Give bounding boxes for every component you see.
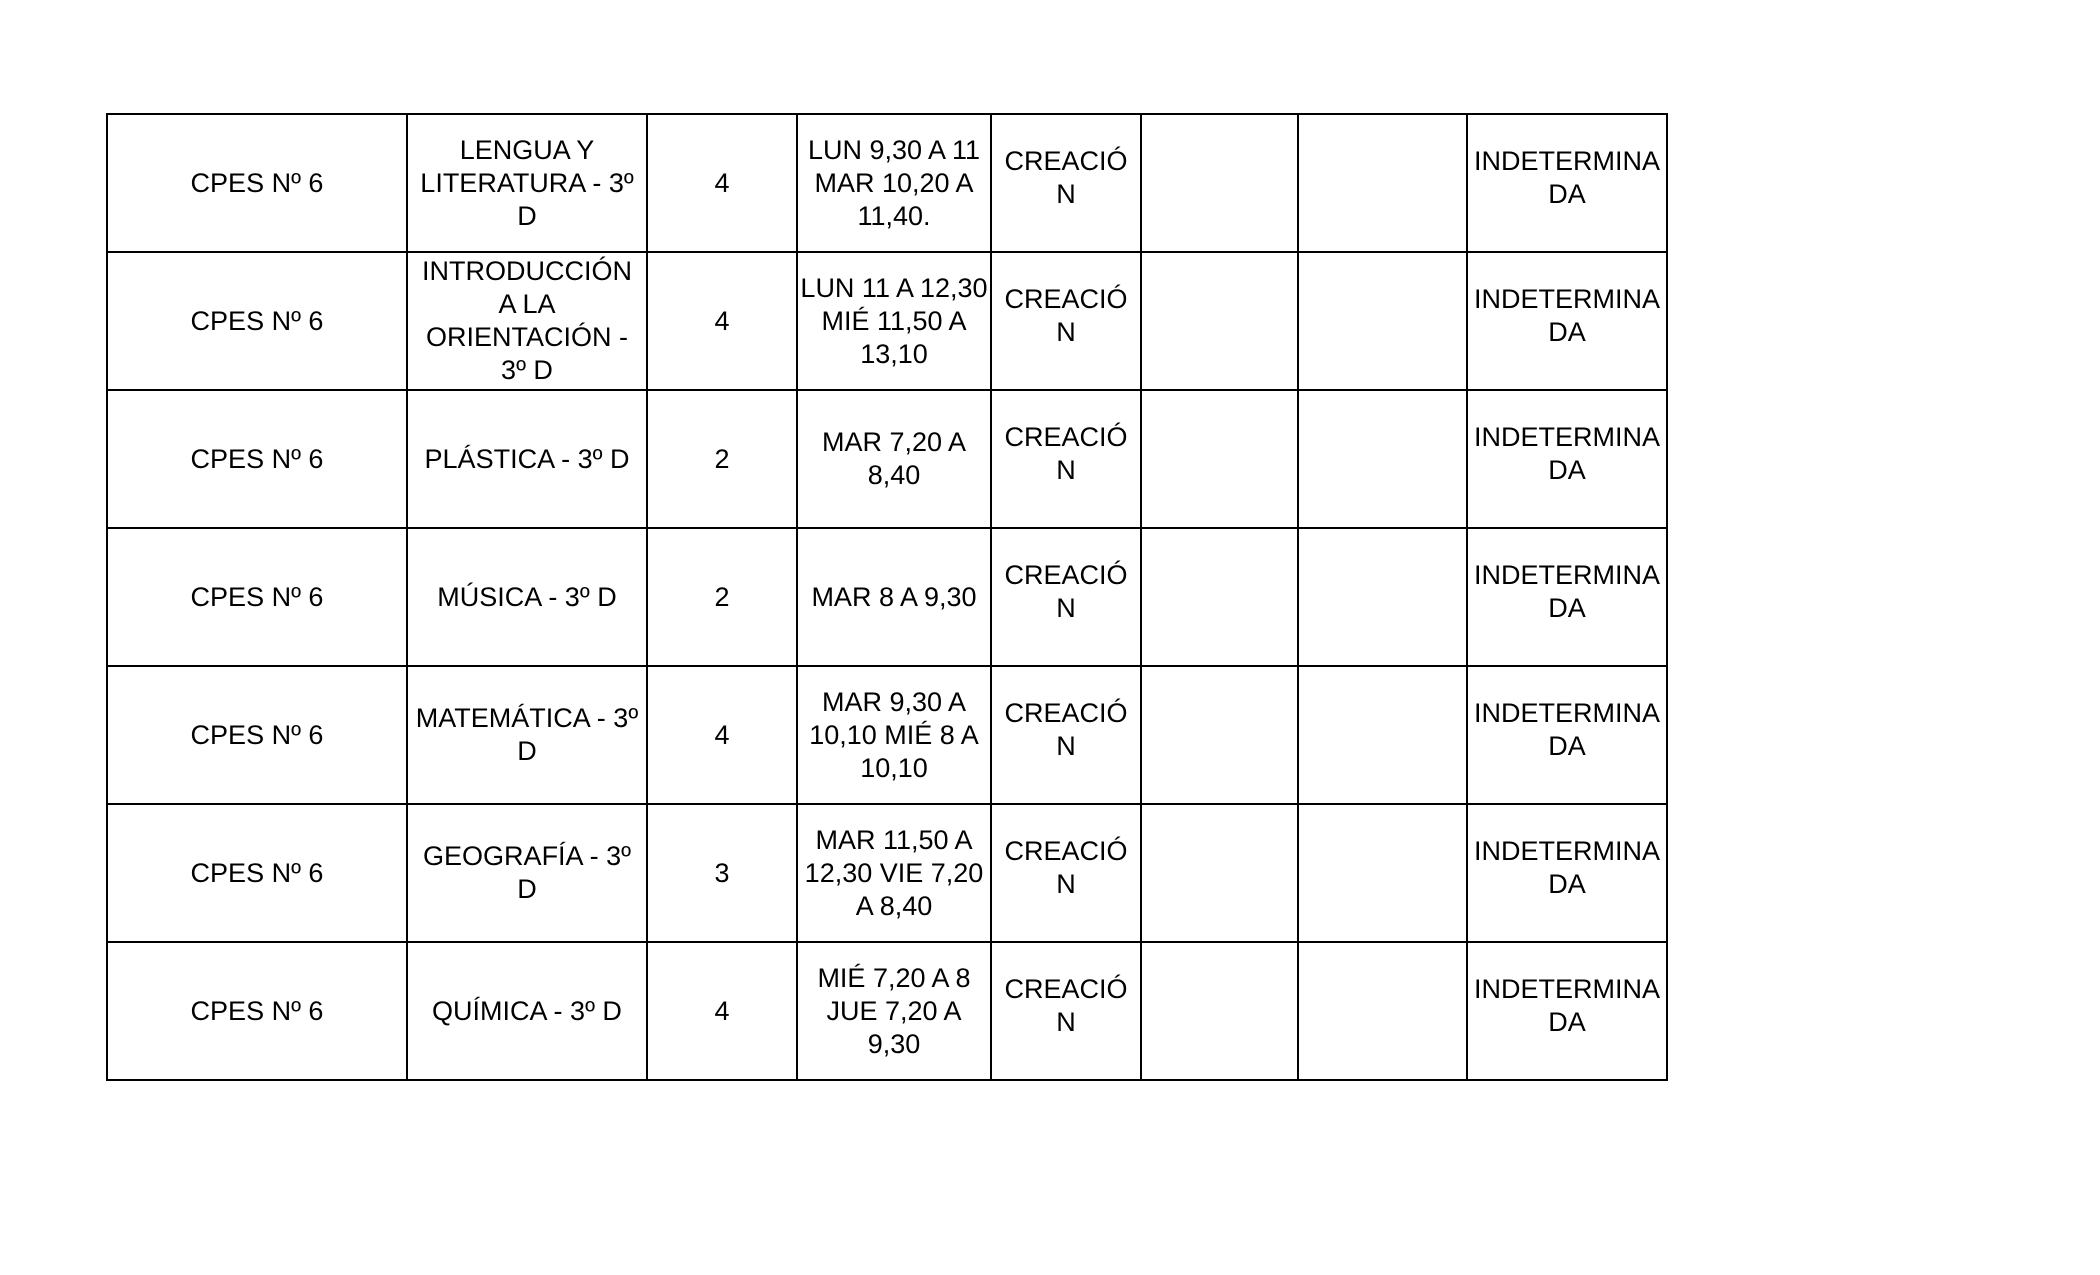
schedule-table xyxy=(106,113,1668,1081)
table-row xyxy=(107,252,1667,390)
schedule-cell: MAR 11,50 A 12,30 VIE 7,20 A 8,40 xyxy=(797,804,991,942)
table-row xyxy=(107,114,1667,252)
empty-cell xyxy=(1141,390,1298,528)
status-cell: CREACIÓN xyxy=(991,114,1141,252)
status-cell: CREACIÓN xyxy=(991,804,1141,942)
hours-cell: 4 xyxy=(647,942,797,1080)
empty-cell xyxy=(1141,252,1298,390)
subject-cell: MÚSICA - 3º D xyxy=(407,528,647,666)
subject-cell: QUÍMICA - 3º D xyxy=(407,942,647,1080)
empty-cell xyxy=(1298,666,1467,804)
schedule-cell: MAR 8 A 9,30 xyxy=(797,528,991,666)
empty-cell xyxy=(1298,528,1467,666)
table-row xyxy=(107,666,1667,804)
empty-cell xyxy=(1141,666,1298,804)
duration-cell: INDETERMINADA xyxy=(1467,114,1667,252)
school-cell: CPES Nº 6 xyxy=(107,252,407,390)
table-row xyxy=(107,804,1667,942)
subject-cell: MATEMÁTICA - 3º D xyxy=(407,666,647,804)
schedule-cell: LUN 9,30 A 11 MAR 10,20 A 11,40. xyxy=(797,114,991,252)
duration-cell: INDETERMINADA xyxy=(1467,942,1667,1080)
empty-cell xyxy=(1298,942,1467,1080)
duration-cell: INDETERMINADA xyxy=(1467,390,1667,528)
school-cell: CPES Nº 6 xyxy=(107,114,407,252)
schedule-cell: MAR 9,30 A 10,10 MIÉ 8 A 10,10 xyxy=(797,666,991,804)
subject-cell: GEOGRAFÍA - 3º D xyxy=(407,804,647,942)
hours-cell: 4 xyxy=(647,666,797,804)
hours-cell: 4 xyxy=(647,252,797,390)
empty-cell xyxy=(1298,114,1467,252)
hours-cell: 4 xyxy=(647,114,797,252)
empty-cell xyxy=(1298,390,1467,528)
empty-cell xyxy=(1141,804,1298,942)
hours-cell: 2 xyxy=(647,390,797,528)
subject-cell: INTRODUCCIÓN A LA ORIENTACIÓN - 3º D xyxy=(407,252,647,390)
status-cell: CREACIÓN xyxy=(991,666,1141,804)
duration-cell: INDETERMINADA xyxy=(1467,666,1667,804)
empty-cell xyxy=(1298,252,1467,390)
status-cell: CREACIÓN xyxy=(991,252,1141,390)
hours-cell: 3 xyxy=(647,804,797,942)
status-cell: CREACIÓN xyxy=(991,390,1141,528)
status-cell: CREACIÓN xyxy=(991,528,1141,666)
school-cell: CPES Nº 6 xyxy=(107,666,407,804)
subject-cell: PLÁSTICA - 3º D xyxy=(407,390,647,528)
school-cell: CPES Nº 6 xyxy=(107,390,407,528)
subject-cell: LENGUA Y LITERATURA - 3º D xyxy=(407,114,647,252)
empty-cell xyxy=(1141,114,1298,252)
duration-cell: INDETERMINADA xyxy=(1467,804,1667,942)
table-row xyxy=(107,528,1667,666)
table-row xyxy=(107,942,1667,1080)
school-cell: CPES Nº 6 xyxy=(107,942,407,1080)
school-cell: CPES Nº 6 xyxy=(107,528,407,666)
schedule-cell: MAR 7,20 A 8,40 xyxy=(797,390,991,528)
empty-cell xyxy=(1141,942,1298,1080)
schedule-cell: LUN 11 A 12,30 MIÉ 11,50 A 13,10 xyxy=(797,252,991,390)
schedule-cell: MIÉ 7,20 A 8 JUE 7,20 A 9,30 xyxy=(797,942,991,1080)
empty-cell xyxy=(1141,528,1298,666)
table-row xyxy=(107,390,1667,528)
empty-cell xyxy=(1298,804,1467,942)
table-body xyxy=(107,114,1667,1080)
school-cell: CPES Nº 6 xyxy=(107,804,407,942)
hours-cell: 2 xyxy=(647,528,797,666)
status-cell: CREACIÓN xyxy=(991,942,1141,1080)
duration-cell: INDETERMINADA xyxy=(1467,252,1667,390)
duration-cell: INDETERMINADA xyxy=(1467,528,1667,666)
